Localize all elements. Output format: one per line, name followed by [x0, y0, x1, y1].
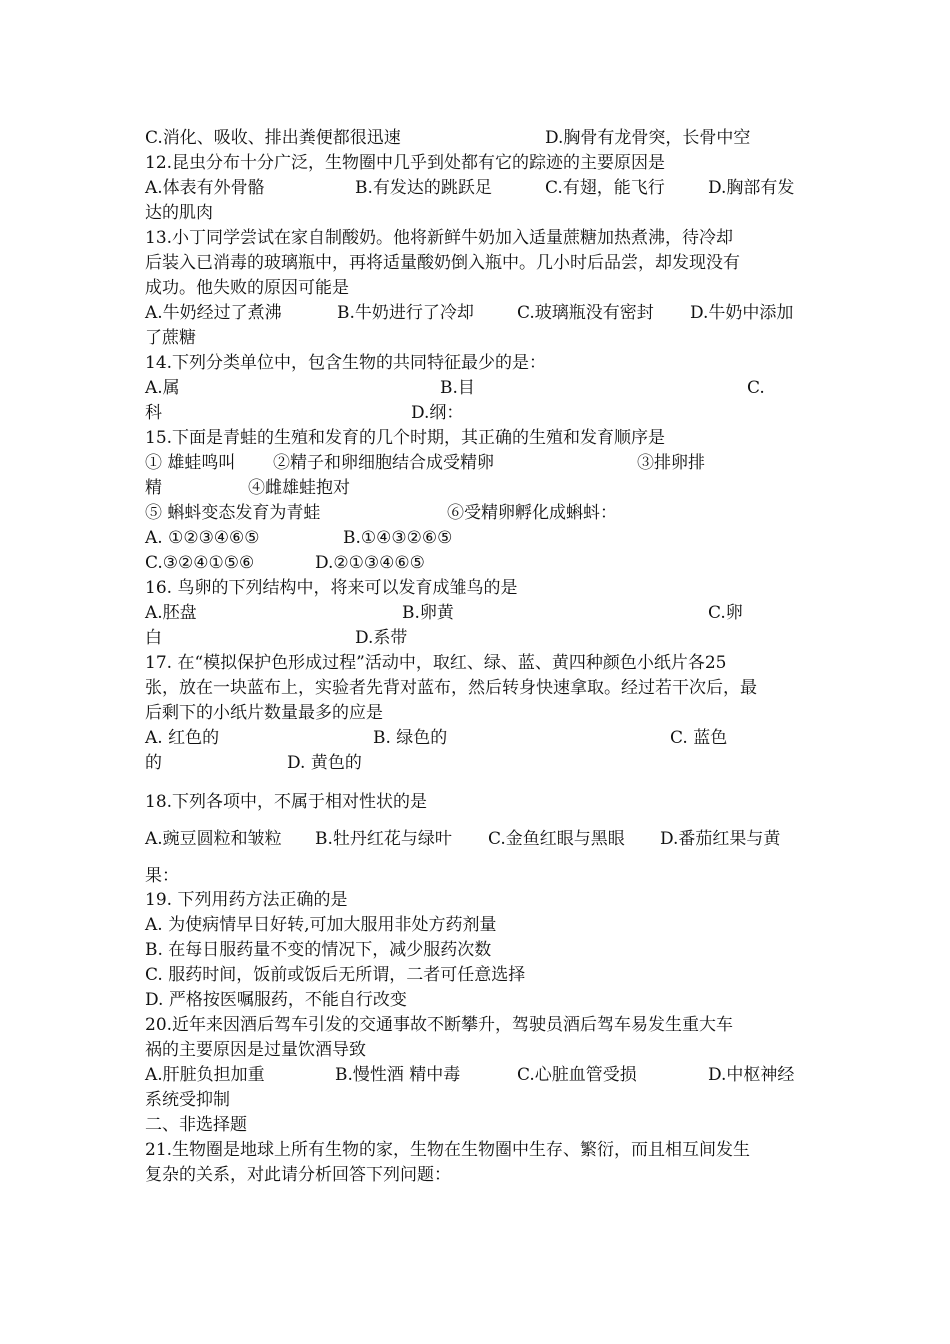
q15-stage-5: ⑤ 蝌蚪变态发育为青蛙 — [145, 503, 321, 523]
q18-option-b: B.牡丹红花与绿叶 — [315, 829, 452, 849]
q15-option-b: B.①④③②⑥⑤ — [343, 528, 453, 548]
q13-stem-2: 后装入已消毒的玻璃瓶中，再将适量酸奶倒入瓶中。几小时后品尝，却发现没有 — [145, 253, 740, 273]
q17-option-c-cont: 的 — [145, 753, 162, 773]
q11-option-d: D.胸骨有龙骨突，长骨中空 — [545, 128, 751, 148]
q12-option-c: C.有翅，能飞行 — [545, 178, 665, 198]
q12-option-d: D.胸部有发 — [708, 178, 795, 198]
q15-stage-6: ⑥受精卵孵化成蝌蚪： — [447, 503, 617, 523]
q15-stage-4: ④雌雄蛙抱对 — [248, 478, 350, 498]
q12-option-d-cont: 达的肌肉 — [145, 203, 213, 223]
q17-stem-3: 后剩下的小纸片数量最多的应是 — [145, 703, 383, 723]
q21-stem-2: 复杂的关系，对此请分析回答下列问题： — [145, 1165, 451, 1185]
q15-option-c: C.③②④①⑤⑥ — [145, 553, 255, 573]
q18-option-a: A.豌豆圆粒和皱粒 — [145, 829, 282, 849]
q15-stage-3-cont: 精 — [145, 478, 162, 498]
q15-option-d: D.②①③④⑥⑤ — [315, 553, 425, 573]
q18-option-d: D.番茄红果与黄 — [660, 829, 781, 849]
q19-option-c: C. 服药时间，饭前或饭后无所谓，二者可任意选择 — [145, 965, 526, 985]
q14-option-a: A.属 — [145, 378, 180, 398]
q19-option-a: A. 为使病情早日好转,可加大服用非处方药剂量 — [145, 915, 497, 935]
q14-stem: 14.下列分类单位中，包含生物的共同特征最少的是： — [145, 353, 547, 373]
q17-stem-2: 张，放在一块蓝布上，实验者先背对蓝布，然后转身快速拿取。经过若干次后，最 — [145, 678, 757, 698]
q19-option-b: B. 在每日服药量不变的情况下，减少服药次数 — [145, 940, 492, 960]
q18-option-d-cont: 果： — [145, 866, 179, 886]
q16-stem: 16. 鸟卵的下列结构中，将来可以发育成雏鸟的是 — [145, 578, 518, 598]
q12-option-a: A.体表有外骨骼 — [145, 178, 265, 198]
q16-option-c-cont: 白 — [145, 628, 162, 648]
q15-option-a: A. ①②③④⑥⑤ — [145, 528, 260, 548]
q17-option-a: A. 红色的 — [145, 728, 220, 748]
q13-option-a: A.牛奶经过了煮沸 — [145, 303, 282, 323]
q20-option-b: B.慢性酒 精中毒 — [335, 1065, 461, 1085]
q14-option-d: D.纲： — [411, 403, 464, 423]
q14-option-c-cont: 科 — [145, 403, 162, 423]
q13-option-d: D.牛奶中添加 — [690, 303, 794, 323]
q14-option-b: B.目 — [440, 378, 475, 398]
q12-stem: 12.昆虫分布十分广泛，生物圈中几乎到处都有它的踪迹的主要原因是 — [145, 153, 666, 173]
q17-stem-1: 17. 在“模拟保护色形成过程”活动中，取红、绿、蓝、黄四种颜色小纸片各25 — [145, 653, 727, 673]
q18-option-c: C.金鱼红眼与黑眼 — [488, 829, 625, 849]
q15-stage-1: ① 雄蛙鸣叫 — [145, 453, 236, 473]
q13-option-d-cont: 了蔗糖 — [145, 328, 196, 348]
q19-option-d: D. 严格按医嘱服药，不能自行改变 — [145, 990, 407, 1010]
q20-option-d-cont: 系统受抑制 — [145, 1090, 230, 1110]
q15-stage-2: ②精子和卵细胞结合成受精卵 — [273, 453, 494, 473]
q20-option-c: C.心脏血管受损 — [517, 1065, 637, 1085]
q13-stem-3: 成功。他失败的原因可能是 — [145, 278, 349, 298]
q13-option-b: B.牛奶进行了冷却 — [337, 303, 474, 323]
q16-option-a: A.胚盘 — [145, 603, 197, 623]
q16-option-c: C.卵 — [708, 603, 743, 623]
q15-stem: 15.下面是青蛙的生殖和发育的几个时期，其正确的生殖和发育顺序是 — [145, 428, 666, 448]
q11-option-c: C.消化、吸收、排出粪便都很迅速 — [145, 128, 401, 148]
q17-option-c: C. 蓝色 — [670, 728, 728, 748]
q16-option-b: B.卵黄 — [402, 603, 454, 623]
q20-stem-2: 祸的主要原因是过量饮酒导致 — [145, 1040, 366, 1060]
q17-option-b: B. 绿色的 — [373, 728, 448, 748]
q17-option-d: D. 黄色的 — [287, 753, 362, 773]
q20-option-a: A.肝脏负担加重 — [145, 1065, 265, 1085]
q13-stem-1: 13.小丁同学尝试在家自制酸奶。他将新鲜牛奶加入适量蔗糖加热煮沸，待冷却 — [145, 228, 734, 248]
q20-stem-1: 20.近年来因酒后驾车引发的交通事故不断攀升，驾驶员酒后驾车易发生重大车 — [145, 1015, 734, 1035]
q19-stem: 19. 下列用药方法正确的是 — [145, 890, 348, 910]
q15-stage-3: ③排卵排 — [637, 453, 705, 473]
q12-option-b: B.有发达的跳跃足 — [355, 178, 492, 198]
q18-stem: 18.下列各项中，不属于相对性状的是 — [145, 792, 428, 812]
q16-option-d: D.系带 — [355, 628, 408, 648]
section-heading: 二、非选择题 — [145, 1115, 247, 1135]
q14-option-c: C. — [747, 378, 765, 398]
q13-option-c: C.玻璃瓶没有密封 — [517, 303, 654, 323]
q20-option-d: D.中枢神经 — [708, 1065, 795, 1085]
q21-stem-1: 21.生物圈是地球上所有生物的家，生物在生物圈中生存、繁衍，而且相互间发生 — [145, 1140, 751, 1160]
